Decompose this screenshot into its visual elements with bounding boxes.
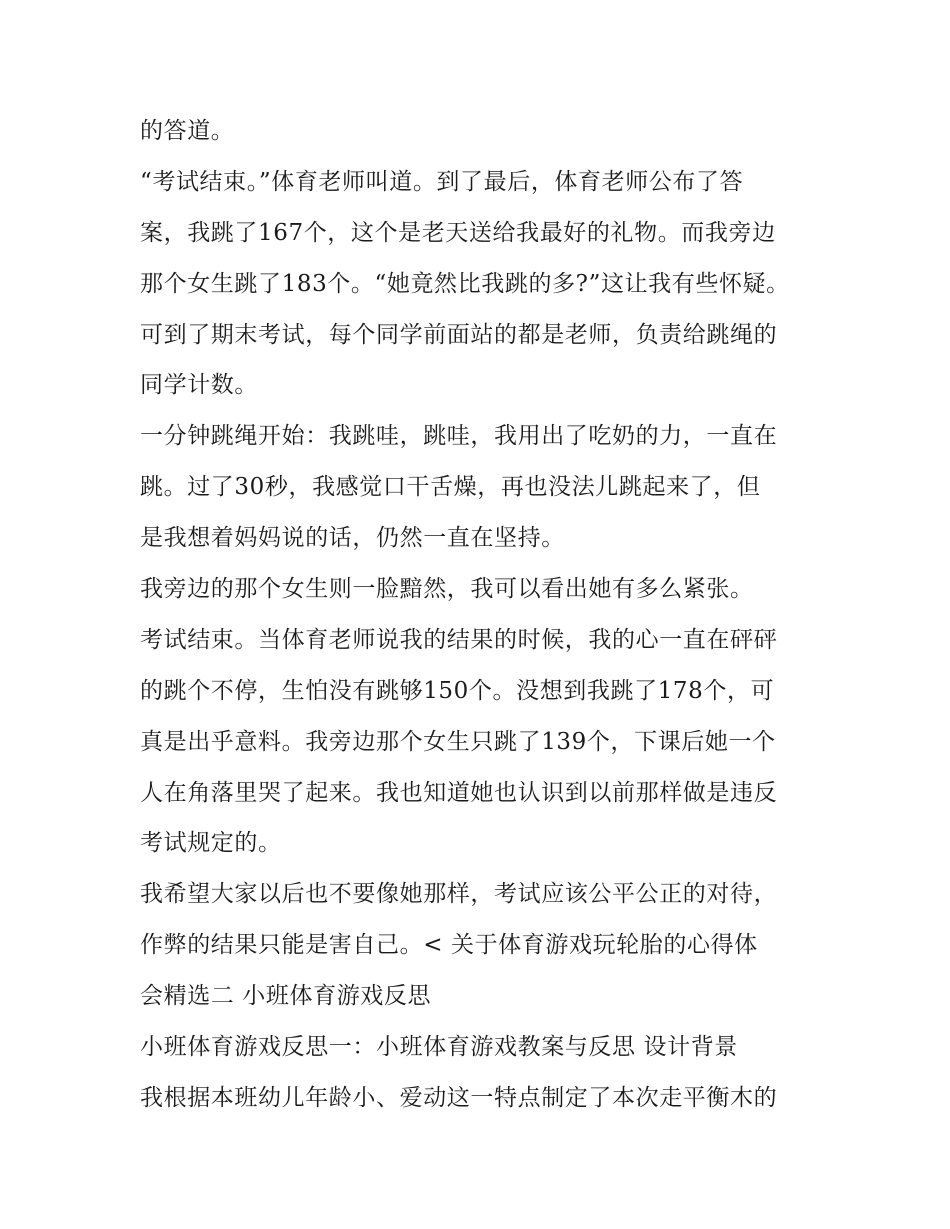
text-line: 会精选二 小班体育游戏反思 [140, 983, 432, 1010]
text-line: 我旁边的那个女生则一脸黯然，我可以看出她有多么紧张。 [140, 576, 754, 603]
text-line: 是我想着妈妈说的话，仍然一直在坚持。 [140, 525, 565, 552]
text-line: 跳。过了30秒，我感觉口干舌燥，再也没法儿跳起来了，但 [140, 474, 761, 501]
text-line: 一分钟跳绳开始：我跳哇，跳哇，我用出了吃奶的力，一直在 [140, 423, 778, 450]
text-line: “考试结束。”体育老师叫道。到了最后，体育老师公布了答 [140, 168, 744, 195]
text-line: 作弊的结果只能是害自己。< 关于体育游戏玩轮胎的心得体 [140, 932, 758, 959]
text-line: 的跳个不停，生怕没有跳够150个。没想到我跳了178个，可 [140, 677, 775, 704]
text-line: 我希望大家以后也不要像她那样，考试应该公平公正的对待， [140, 881, 778, 908]
text-line: 人在角落里哭了起来。我也知道她也认识到以前那样做是违反 [140, 779, 778, 806]
text-line: 的答道。 [140, 118, 235, 144]
document-page [140, 106, 830, 1124]
text-line: 小班体育游戏反思一：小班体育游戏教案与反思 设计背景 [140, 1034, 738, 1061]
text-line: 那个女生跳了183个。“她竟然比我跳的多?”这让我有些怀疑。 [140, 270, 790, 297]
text-line: 我根据本班幼儿年龄小、爱动这一特点制定了本次走平衡木的 [140, 1084, 778, 1111]
text-line: 同学计数。 [140, 372, 258, 399]
text-line: 可到了期末考试，每个同学前面站的都是老师，负责给跳绳的 [140, 321, 778, 348]
text-line: 真是出乎意料。我旁边那个女生只跳了139个，下课后她一个 [140, 728, 776, 755]
text-line: 考试规定的。 [140, 830, 282, 857]
text-line: 考试结束。当体育老师说我的结果的时候，我的心一直在砰砰 [140, 626, 778, 653]
text-line: 案，我跳了167个，这个是老天送给我最好的礼物。而我旁边 [140, 219, 776, 246]
